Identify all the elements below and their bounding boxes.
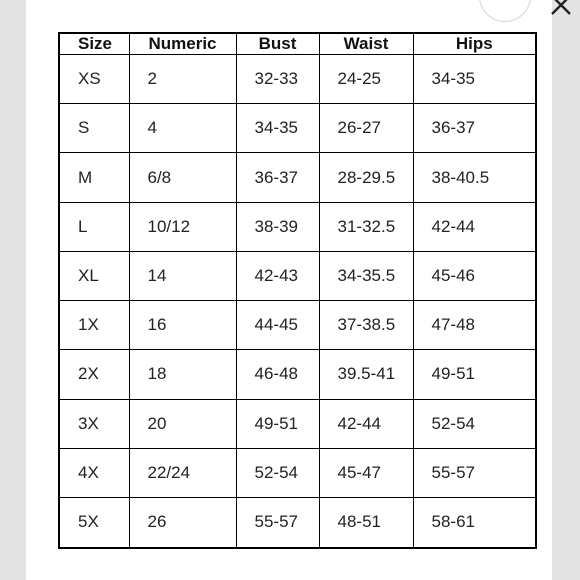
cell-numeric: 22/24 — [129, 448, 236, 497]
cell-numeric: 4 — [129, 104, 236, 153]
cell-numeric: 2 — [129, 55, 236, 104]
table-row — [59, 399, 536, 448]
cell-size: XL — [59, 251, 129, 300]
cell-hips: 58-61 — [413, 497, 536, 548]
table-row — [59, 350, 536, 399]
table-row — [59, 497, 536, 548]
table-row — [59, 251, 536, 300]
cell-bust: 34-35 — [236, 104, 319, 153]
column-header-size: Size — [59, 33, 129, 55]
table-row — [59, 55, 536, 104]
cell-waist: 48-51 — [319, 497, 413, 548]
cell-size: 3X — [59, 399, 129, 448]
cell-hips: 38-40.5 — [413, 153, 536, 202]
table-row — [59, 104, 536, 153]
column-header-hips: Hips — [413, 33, 536, 55]
size-chart-table — [58, 32, 537, 549]
column-header-numeric: Numeric — [129, 33, 236, 55]
cell-hips: 42-44 — [413, 202, 536, 251]
cell-size: M — [59, 153, 129, 202]
cell-size: 2X — [59, 350, 129, 399]
cell-waist: 28-29.5 — [319, 153, 413, 202]
cell-size: 1X — [59, 301, 129, 350]
cell-waist: 26-27 — [319, 104, 413, 153]
cell-hips: 55-57 — [413, 448, 536, 497]
column-header-bust: Bust — [236, 33, 319, 55]
table-row — [59, 153, 536, 202]
cell-bust: 44-45 — [236, 301, 319, 350]
cell-numeric: 26 — [129, 497, 236, 548]
close-icon[interactable] — [548, 0, 574, 18]
cell-numeric: 14 — [129, 251, 236, 300]
table-row — [59, 301, 536, 350]
cell-hips: 47-48 — [413, 301, 536, 350]
cell-size: 5X — [59, 497, 129, 548]
cell-hips: 52-54 — [413, 399, 536, 448]
cell-numeric: 20 — [129, 399, 236, 448]
cell-bust: 36-37 — [236, 153, 319, 202]
cell-waist: 31-32.5 — [319, 202, 413, 251]
cell-numeric: 16 — [129, 301, 236, 350]
cell-size: L — [59, 202, 129, 251]
cell-numeric: 18 — [129, 350, 236, 399]
cell-waist: 39.5-41 — [319, 350, 413, 399]
cell-bust: 38-39 — [236, 202, 319, 251]
cell-bust: 42-43 — [236, 251, 319, 300]
column-header-waist: Waist — [319, 33, 413, 55]
cell-bust: 52-54 — [236, 448, 319, 497]
cell-numeric: 6/8 — [129, 153, 236, 202]
cell-hips: 45-46 — [413, 251, 536, 300]
cell-bust: 32-33 — [236, 55, 319, 104]
cell-hips: 49-51 — [413, 350, 536, 399]
cell-waist: 37-38.5 — [319, 301, 413, 350]
table-header-row — [59, 33, 536, 55]
table-row — [59, 448, 536, 497]
cell-size: 4X — [59, 448, 129, 497]
cell-waist: 42-44 — [319, 399, 413, 448]
cell-bust: 46-48 — [236, 350, 319, 399]
cell-hips: 36-37 — [413, 104, 536, 153]
cell-size: XS — [59, 55, 129, 104]
cell-waist: 24-25 — [319, 55, 413, 104]
cell-bust: 49-51 — [236, 399, 319, 448]
cell-hips: 34-35 — [413, 55, 536, 104]
cell-numeric: 10/12 — [129, 202, 236, 251]
cell-bust: 55-57 — [236, 497, 319, 548]
cell-waist: 34-35.5 — [319, 251, 413, 300]
cell-waist: 45-47 — [319, 448, 413, 497]
table-row — [59, 202, 536, 251]
cell-size: S — [59, 104, 129, 153]
